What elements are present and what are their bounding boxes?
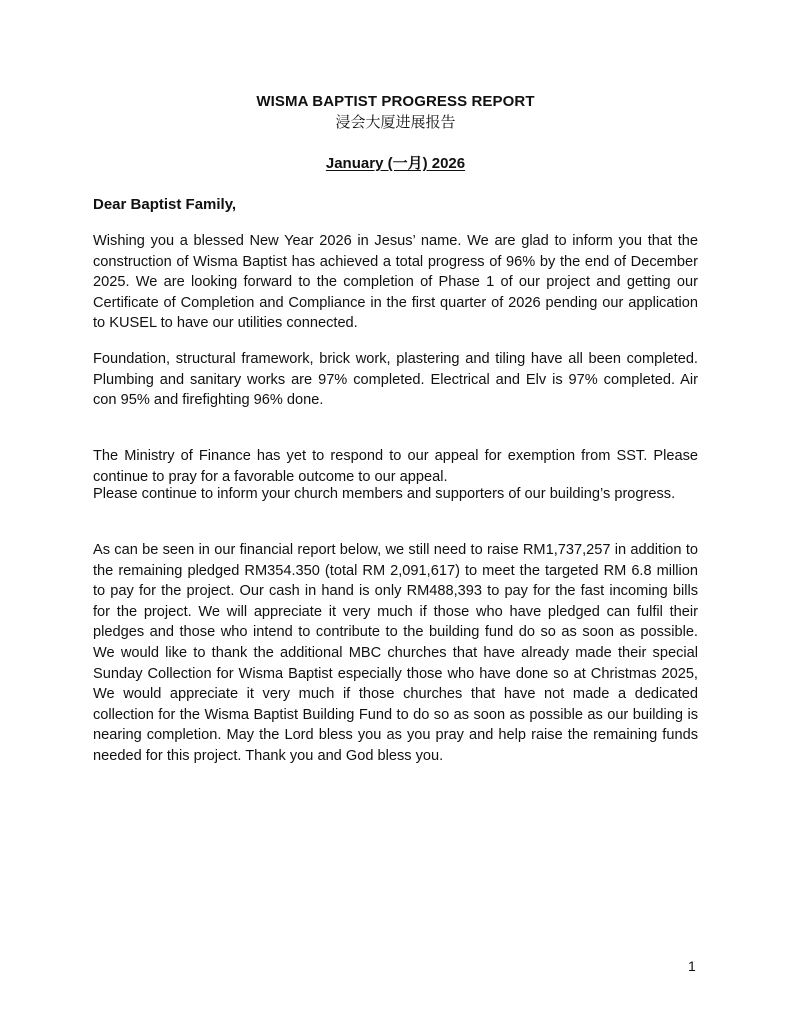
paragraph-works-status: Foundation, structural framework, brick work, plastering and tiling have all been completed. Plumbing and sanitary works are 97% completed. Electrical and Elv is 97% completed. Air con 95% and firefighting 96% done.: [93, 351, 698, 409]
report-title-chinese: 浸会大厦进展报告: [335, 113, 456, 131]
paragraph-sst-appeal: The Ministry of Finance has yet to respond to our appeal for exemption from SST. Please continue to pray for a favorable outcome to our appeal.: [93, 448, 698, 485]
report-title: WISMA BAPTIST PROGRESS REPORT: [256, 93, 535, 110]
page-number: 1: [688, 958, 696, 974]
report-date-heading: January (一月) 2026: [325, 155, 466, 172]
paragraph-inform-members: Please continue to inform your church members and supporters of our building’s progress.: [93, 486, 676, 502]
paragraph-progress-intro: Wishing you a blessed New Year 2026 in Jesus’ name. We are glad to inform you that the construction of Wisma Baptist has achieved a total progress of 96% by the end of December 2025. We are looking forward to the completion of Phase 1 of our project and getting our Certificate of Completion and Compliance in the first quarter of 2026 pending our application to KUSEL to have our utilities connected.: [93, 233, 698, 332]
salutation: Dear Baptist Family,: [93, 196, 237, 213]
paragraph-financial-appeal: As can be seen in our financial report below, we still need to raise RM1,737,257 in addition to the remaining pledged RM354.350 (total RM 2,091,617) to meet the targeted RM 6.8 million to pay for the project. Our cash in hand is only RM488,393 to pay for the fast incoming bills for the project. We will appreciate it very much if those who have pledged can fulfil their pledges and those who intend to contribute to the building fund do so as soon as possible. We would like to thank the additional MBC churches that have already made their special Sunday Collection for Wisma Baptist especially those who have done so at Christmas 2025, We would appreciate it very much if those churches that have not made a dedicated collection for the Wisma Baptist Building Fund to do so as soon as possible as our building is nearing completion. May the Lord bless you as you pray and help raise the remaining funds needed for this project. Thank you and God bless you.: [93, 542, 698, 764]
